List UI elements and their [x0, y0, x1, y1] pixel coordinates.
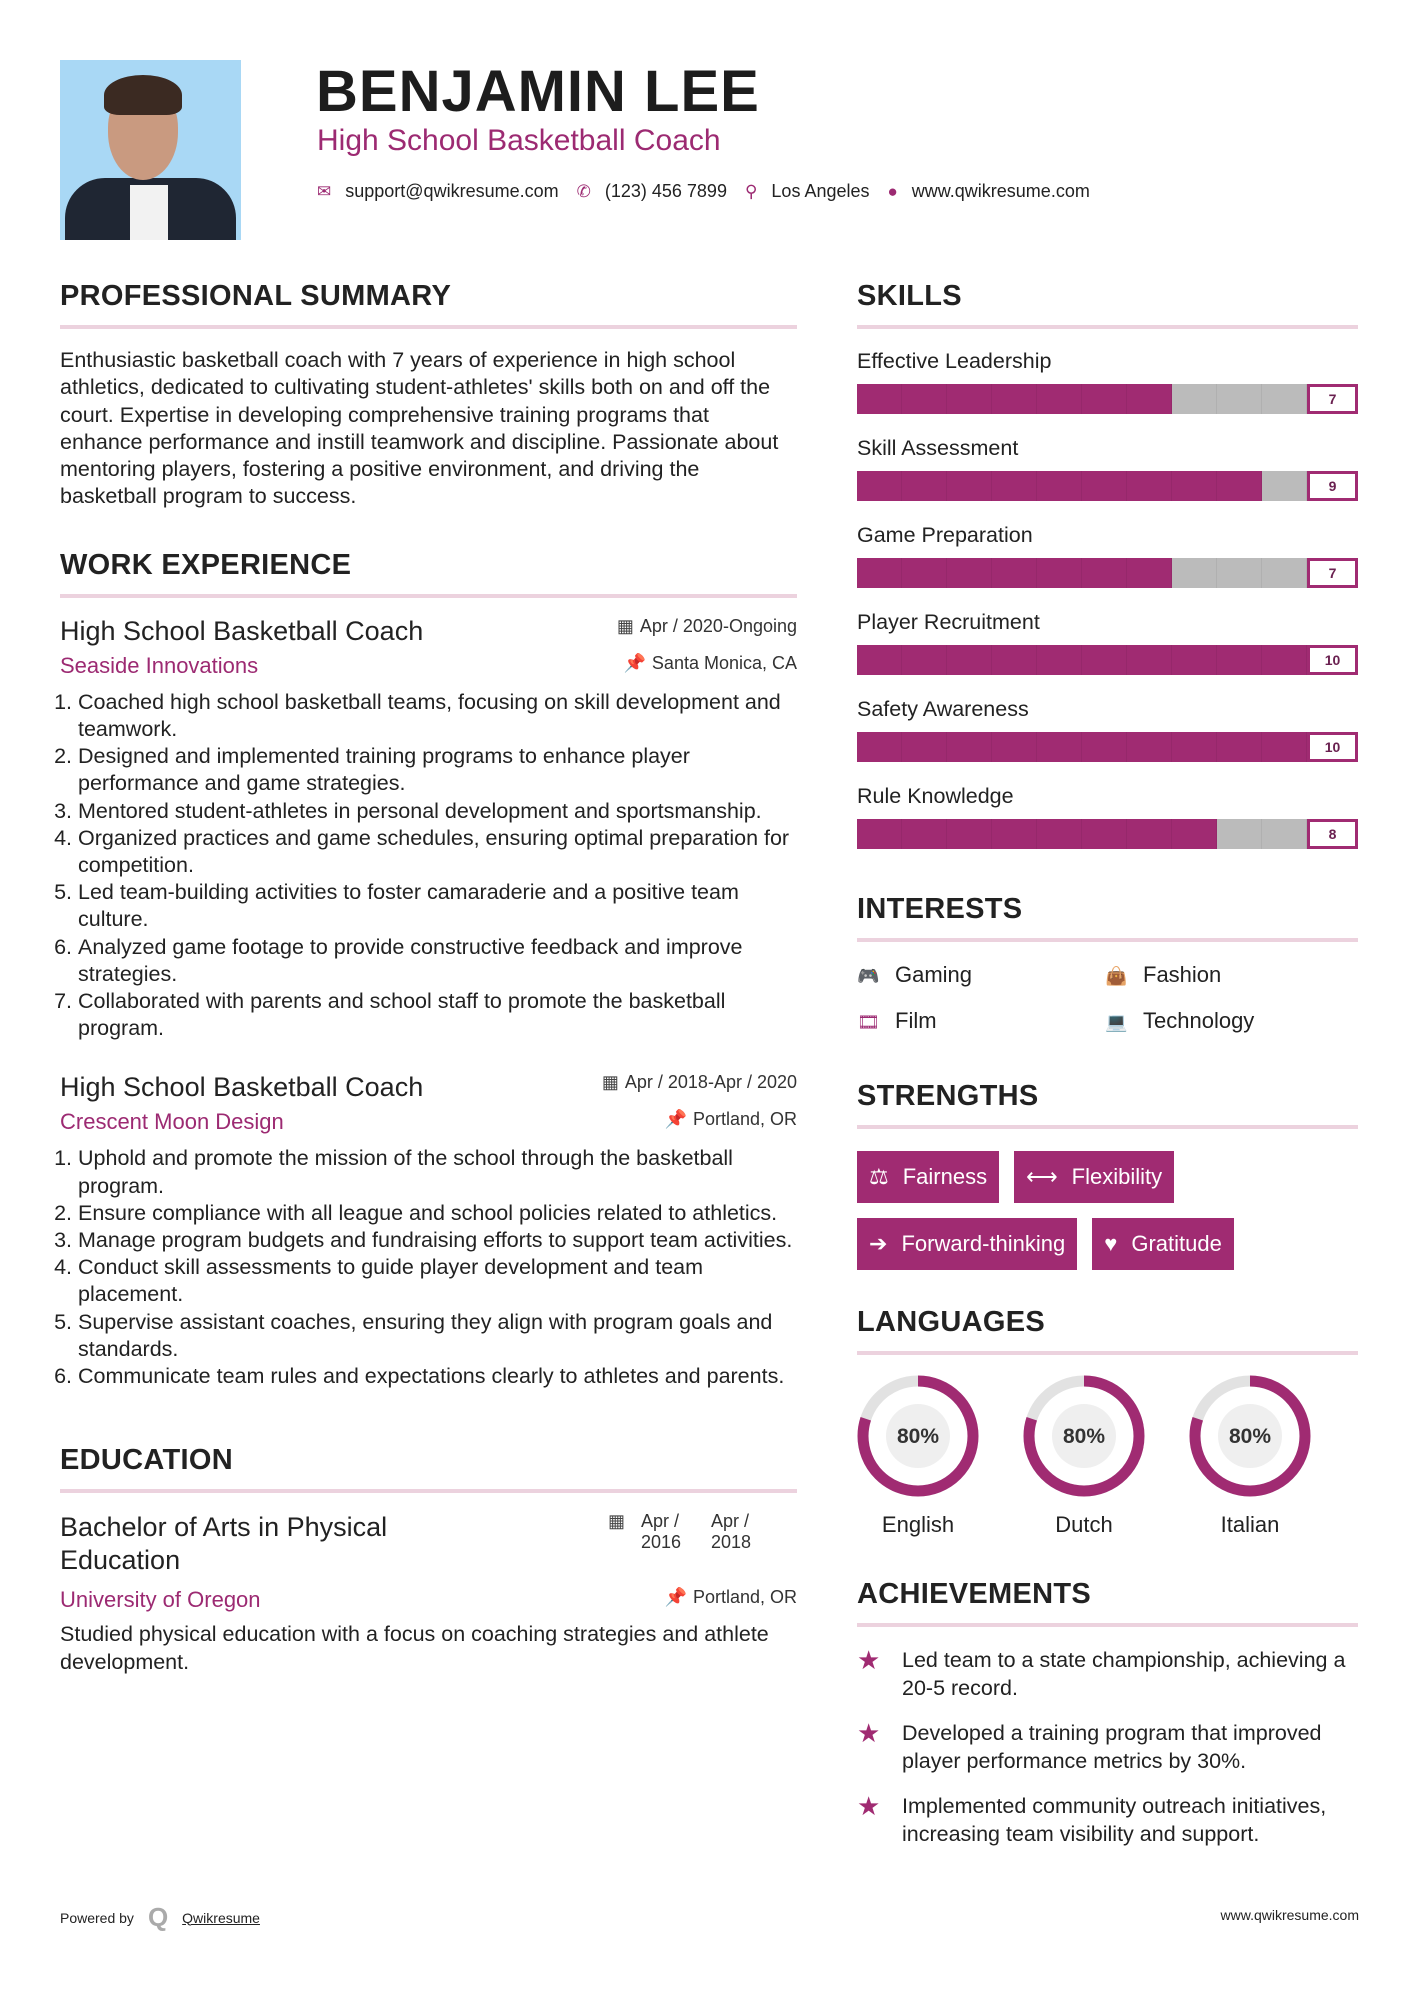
strength-label: Flexibility: [1071, 1164, 1163, 1189]
skill-segment: [1037, 732, 1082, 762]
list-item: 3. Manage program budgets and fundraising efforts to support team activities.: [78, 1227, 797, 1254]
skill-segment: [1217, 384, 1262, 414]
language-item: [857, 1375, 979, 1538]
skill-segment: [947, 732, 992, 762]
job-subheader: [60, 1109, 797, 1135]
language-percent: 80%: [896, 1425, 940, 1448]
skill-segment: [1082, 732, 1127, 762]
skill-segment: [1262, 558, 1307, 588]
calendar-icon: ▦: [607, 1511, 625, 1532]
list-item: 6. Analyzed game footage to provide constructive feedback and improve strategies.: [78, 934, 797, 988]
skill-segment: [902, 732, 947, 762]
skill-segment: [1172, 384, 1217, 414]
skill-segment: [1172, 819, 1217, 849]
interest-item: [857, 1008, 1105, 1034]
skill-segment: [947, 819, 992, 849]
star-icon: ★: [857, 1645, 881, 1675]
achievement-item: [857, 1720, 1358, 1775]
star-icon: ★: [857, 1718, 881, 1748]
skill-segment: [902, 471, 947, 501]
skill-bar: [857, 471, 1358, 501]
skill-track: [857, 819, 1307, 849]
skill-segment: [1172, 732, 1217, 762]
strength-label: Gratitude: [1131, 1231, 1222, 1256]
skill-segment: [992, 645, 1037, 675]
list-item: 5. Supervise assistant coaches, ensuring they align with program goals and standards.: [78, 1309, 797, 1363]
language-name: English: [881, 1512, 955, 1537]
language-percent: 80%: [1228, 1425, 1272, 1448]
contact-info: [317, 181, 1108, 202]
skill-segment: [1172, 645, 1217, 675]
shopping-bag-icon: 👜: [1105, 966, 1128, 986]
strength-label: Fairness: [902, 1164, 988, 1189]
divider: [857, 938, 1358, 942]
skill-track: [857, 471, 1307, 501]
job-location: [665, 1109, 797, 1130]
divider: [857, 1125, 1358, 1129]
skill-segment: [1262, 732, 1307, 762]
language-name: Italian: [1220, 1512, 1280, 1537]
language-donut: [1023, 1375, 1145, 1497]
strength-badge: [1014, 1151, 1174, 1203]
language-donut: [1189, 1375, 1311, 1497]
skill-segment: [1127, 645, 1172, 675]
powered-by-text: Powered by: [60, 1909, 134, 1926]
achievement-text: Led team to a state championship, achieving a 20-5 record.: [902, 1648, 1346, 1700]
strength-label: Forward-thinking: [901, 1231, 1066, 1256]
divider: [857, 1623, 1358, 1627]
skill-segment: [947, 471, 992, 501]
list-item: 4. Conduct skill assessments to guide player development and team placement.: [78, 1254, 797, 1308]
language-donut: [857, 1375, 979, 1497]
location-text: Santa Monica, CA: [651, 652, 797, 673]
responsibility-list: [60, 1145, 797, 1390]
skill-segment: [857, 384, 902, 414]
skill-name: Game Preparation: [857, 523, 1033, 547]
skill-bar: [857, 384, 1358, 414]
skill-segment: [902, 819, 947, 849]
company-name: Crescent Moon Design: [60, 1109, 284, 1135]
divider: [60, 325, 797, 329]
skill-track: [857, 732, 1307, 762]
skill-segment: [902, 645, 947, 675]
email[interactable]: support@qwikresume.com: [345, 181, 559, 201]
strengths-heading: STRENGTHS: [857, 1080, 1039, 1112]
skill-segment: [857, 732, 902, 762]
skills-heading: SKILLS: [857, 280, 962, 312]
skill-segment: [1127, 558, 1172, 588]
job-title: High School Basketball Coach: [60, 615, 424, 646]
arrows-h-icon: ⟷: [1026, 1164, 1058, 1189]
globe-icon: ●: [887, 181, 898, 201]
skill-segment: [992, 558, 1037, 588]
skill-level: 7: [1307, 558, 1358, 588]
skill-level: 9: [1307, 471, 1358, 501]
skill-segment: [947, 558, 992, 588]
dates-text: Apr / 2020-Ongoing: [639, 615, 797, 636]
left-column: [60, 280, 797, 1676]
skill-segment: [1217, 471, 1262, 501]
job-entry: [60, 1072, 797, 1390]
candidate-title: High School Basketball Coach: [317, 124, 721, 157]
skill-segment: [1262, 819, 1307, 849]
language-item: [1023, 1375, 1145, 1538]
edu-start: Apr / 2016: [641, 1511, 682, 1553]
languages-heading: LANGUAGES: [857, 1306, 1045, 1338]
skill-segment: [1217, 645, 1262, 675]
pin-icon: 📌: [664, 1109, 687, 1130]
skill-segment: [857, 819, 902, 849]
skill-name: Rule Knowledge: [857, 784, 1014, 808]
job-header: [60, 1072, 797, 1103]
laptop-icon: 💻: [1105, 1012, 1128, 1032]
summary-text: Enthusiastic basketball coach with 7 years of experience in high school athletics, dedicated to cultivating student-athletes' skills both on and off the court. Expertise in developing comprehensive training programs that enhance performance and instill teamwork and discipline. Passionate about mentoring players, fostering a positive environment, and driving the basketball program to success.: [60, 348, 779, 509]
skill-segment: [1127, 384, 1172, 414]
dates-text: Apr / 2018-Apr / 2020: [624, 1072, 797, 1093]
interest-item: [1105, 1008, 1355, 1034]
skill-segment: [1037, 384, 1082, 414]
job-subheader: [60, 653, 797, 679]
strength-badge: [1092, 1218, 1234, 1270]
skill-level: 7: [1307, 384, 1358, 414]
skill-segment: [857, 645, 902, 675]
gamepad-icon: 🎮: [857, 966, 880, 986]
star-icon: ★: [857, 1791, 881, 1821]
skill-segment: [1082, 384, 1127, 414]
skill-name: Player Recruitment: [857, 610, 1040, 634]
edu-description: Studied physical education with a focus on coaching strategies and athlete development.: [60, 1622, 769, 1674]
interest-item: [1105, 962, 1355, 988]
job-title: High School Basketball Coach: [60, 1072, 424, 1103]
education-heading: EDUCATION: [60, 1444, 233, 1477]
heart-icon: ♥: [1104, 1231, 1118, 1256]
interest-label: Fashion: [1143, 962, 1222, 987]
skill-bar: [857, 819, 1358, 849]
skill-segment: [1082, 819, 1127, 849]
qwikresume-logo-icon: Q: [147, 1902, 169, 1932]
skill-track: [857, 384, 1307, 414]
divider: [857, 1351, 1358, 1355]
skill-segment: [992, 732, 1037, 762]
interest-item: [857, 962, 1105, 988]
skill-segment: [1037, 819, 1082, 849]
skill-segment: [902, 384, 947, 414]
interest-label: Gaming: [895, 962, 973, 987]
list-item: 1. Coached high school basketball teams, focusing on skill development and teamwork.: [78, 689, 797, 743]
job-entry: [60, 616, 797, 1043]
location: Los Angeles: [771, 181, 870, 201]
phone: (123) 456 7899: [604, 181, 727, 201]
skill-segment: [1217, 558, 1262, 588]
film-icon: 🎞: [857, 1012, 880, 1032]
divider: [60, 1489, 797, 1493]
school: University of Oregon: [60, 1587, 261, 1613]
job-location: [624, 653, 798, 674]
skill-segment: [1262, 645, 1307, 675]
brand-link[interactable]: Qwikresume: [182, 1909, 260, 1926]
skill-level: 10: [1307, 732, 1358, 762]
work-heading: WORK EXPERIENCE: [60, 548, 352, 581]
list-item: 1. Uphold and promote the mission of the school through the basketball program.: [78, 1145, 797, 1199]
list-item: 5. Led team-building activities to foster camaraderie and a positive team culture.: [78, 879, 797, 933]
divider: [60, 594, 797, 598]
envelope-icon: ✉: [317, 181, 332, 201]
language-name: Dutch: [1055, 1512, 1113, 1537]
skill-track: [857, 645, 1307, 675]
interests-heading: INTERESTS: [857, 893, 1023, 925]
pin-icon: 📌: [623, 652, 646, 673]
skill-segment: [1217, 819, 1262, 849]
skill-segment: [1082, 558, 1127, 588]
edu-location: Portland, OR: [692, 1587, 797, 1608]
phone-icon: ✆: [576, 181, 591, 201]
skill-segment: [1172, 471, 1217, 501]
divider: [857, 325, 1358, 329]
skill-segment: [902, 558, 947, 588]
profile-photo: [60, 60, 241, 240]
language-item: [1189, 1375, 1311, 1538]
website[interactable]: www.qwikresume.com: [911, 181, 1090, 201]
job-header: [60, 616, 797, 647]
achievement-text: Implemented community outreach initiatives, increasing team visibility and support.: [902, 1794, 1327, 1846]
skill-segment: [1037, 558, 1082, 588]
skill-segment: [857, 558, 902, 588]
job-dates: [617, 616, 797, 637]
skill-segment: [947, 384, 992, 414]
list-item: 4. Organized practices and game schedules, ensuring optimal preparation for competition.: [78, 825, 797, 879]
candidate-name: BENJAMIN LEE: [316, 59, 760, 124]
skill-segment: [1217, 732, 1262, 762]
achievements-heading: ACHIEVEMENTS: [857, 1578, 1092, 1610]
skill-segment: [1262, 384, 1307, 414]
skill-segment: [992, 471, 1037, 501]
skill-segment: [1127, 732, 1172, 762]
achievement-item: [857, 1793, 1358, 1848]
skill-segment: [1127, 471, 1172, 501]
responsibility-list: [60, 689, 797, 1043]
skill-segment: [1037, 645, 1082, 675]
skill-segment: [992, 384, 1037, 414]
footer-site[interactable]: www.qwikresume.com: [1220, 1907, 1359, 1923]
calendar-icon: ▦: [616, 615, 634, 636]
list-item: 2. Designed and implemented training programs to enhance player performance and game strategies.: [78, 743, 797, 797]
edu-end: Apr / 2018: [711, 1511, 752, 1553]
list-item: 3. Mentored student-athletes in personal development and sportsmanship.: [78, 798, 797, 825]
balance-scale-icon: ⚖: [869, 1164, 889, 1189]
arrow-right-icon: ➔: [869, 1231, 888, 1256]
skill-segment: [1082, 471, 1127, 501]
list-item: 6. Communicate team rules and expectations clearly to athletes and parents.: [78, 1363, 797, 1390]
skill-bar: [857, 732, 1358, 762]
skill-segment: [947, 645, 992, 675]
skill-bar: [857, 558, 1358, 588]
skill-level: 10: [1307, 645, 1358, 675]
skill-segment: [1082, 645, 1127, 675]
degree: Bachelor of Arts in Physical Education: [60, 1512, 388, 1576]
skill-segment: [992, 819, 1037, 849]
skill-segment: [857, 471, 902, 501]
strength-badge: [857, 1218, 1077, 1270]
skill-bar: [857, 645, 1358, 675]
right-column: [857, 280, 1358, 1848]
skill-name: Skill Assessment: [857, 436, 1019, 460]
skill-segment: [1262, 471, 1307, 501]
footer-powered: [60, 1902, 260, 1933]
skill-level: 8: [1307, 819, 1358, 849]
interest-label: Film: [895, 1008, 937, 1033]
skill-segment: [1127, 819, 1172, 849]
skill-name: Safety Awareness: [857, 697, 1029, 721]
language-percent: 80%: [1062, 1425, 1106, 1448]
skill-segment: [1172, 558, 1217, 588]
achievement-item: [857, 1647, 1358, 1702]
location-text: Portland, OR: [692, 1109, 797, 1130]
skill-segment: [1037, 471, 1082, 501]
calendar-icon: ▦: [601, 1072, 619, 1093]
summary-heading: PROFESSIONAL SUMMARY: [60, 280, 452, 312]
pin-icon: 📌: [664, 1587, 687, 1608]
skill-name: Effective Leadership: [857, 349, 1052, 373]
list-item: 7. Collaborated with parents and school staff to promote the basketball program.: [78, 988, 797, 1042]
achievement-text: Developed a training program that improved player performance metrics by 30%.: [902, 1721, 1322, 1773]
skill-track: [857, 558, 1307, 588]
map-marker-icon: ⚲: [744, 181, 758, 201]
interest-label: Technology: [1143, 1008, 1255, 1033]
strength-badge: [857, 1151, 999, 1203]
job-dates: [602, 1072, 797, 1093]
list-item: 2. Ensure compliance with all league and school policies related to athletics.: [78, 1200, 797, 1227]
company-name: Seaside Innovations: [60, 652, 259, 678]
